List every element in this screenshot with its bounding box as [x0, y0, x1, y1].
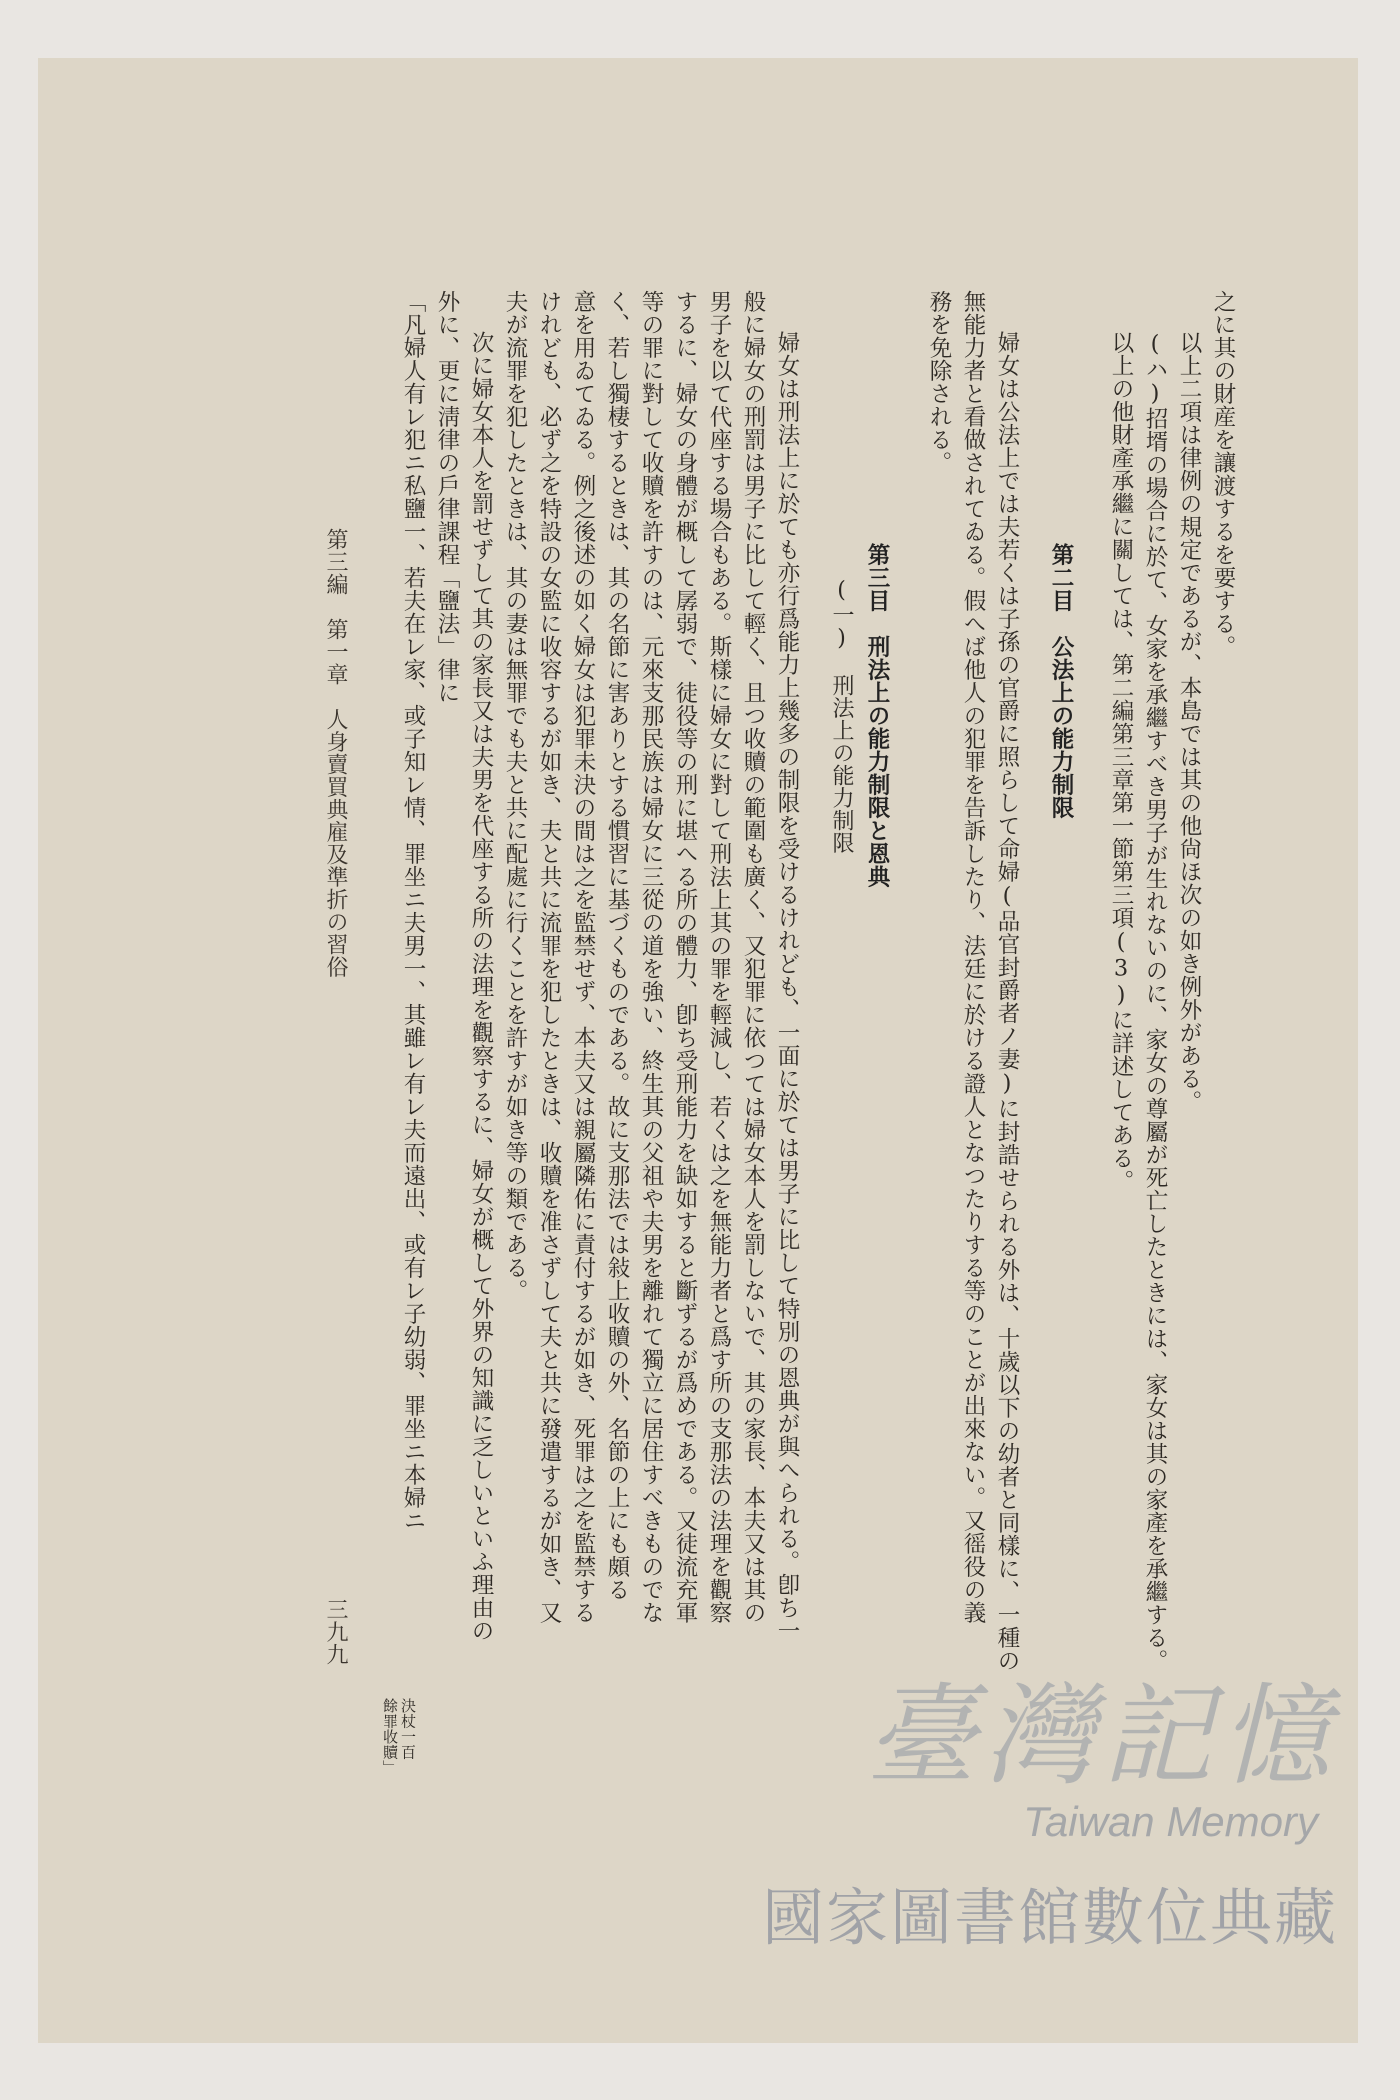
section-heading-criminal-law: 第三目 刑法上の能力制限と恩典 — [864, 543, 890, 888]
text-line-17: 意を用ゐてゐる。例之後述の如く婦女は犯罪未決の間は之を監禁せず、本夫又は親屬隣佑に責付するが如き、死罪は之を監禁する — [570, 290, 596, 1624]
text-line-16: く、若し獨棲するときは、其の名節に害ありとする慣習に基づくものである。故に支那法では敍上收贖の外、名節の上にも頗る — [604, 290, 630, 1601]
watermark-title: 臺灣記憶 — [866, 1672, 1338, 1800]
text-line-14: するに、婦女の身體が概して孱弱で、徒役等の刑に堪へる所の體力、卽ち受刑能力を缺如すると斷ずるが爲めである。又徒流充軍 — [672, 290, 698, 1624]
text-line-22: 「凡婦人有レ犯ニ私鹽一、若夫在レ家、或子知レ情、罪坐ニ夫男一、其雖レ有レ夫而遠出、或有レ子幼弱、罪坐ニ本婦ニ — [400, 290, 426, 1532]
document-page — [38, 58, 1358, 2043]
text-line-13: 男子を以て代座する場合もある。斯樣に婦女に對して刑法上其の罪を輕減し、若くは之を無能力者と爲す所の支那法の法理を觀察 — [706, 290, 732, 1624]
text-line-20: 次に婦女本人を罰せずして其の家長又は夫男を代座する所の法理を觀察するに、婦女が概して外界の知識に乏しいといふ理由の — [468, 331, 494, 1642]
text-line-12: 般に婦女の刑罰は男子に比して輕く、且つ收贖の範圍も廣く、又犯罪に依つては婦女本人を罰しないで、其の家長、本夫又は其の — [740, 290, 766, 1624]
subsection-heading: (一) 刑法上の能力制限 — [829, 578, 854, 854]
chapter-footer: 第三編 第一章 人身賣買典雇及準折の習俗 — [323, 528, 348, 978]
section-heading-public-law: 第二目 公法上の能力制限 — [1048, 543, 1074, 819]
text-line-8: 務を免除される。 — [926, 290, 952, 474]
text-line-7: 無能力者と看做されてゐる。假へば他人の犯罪を告訴したり、法廷に於ける證人となつたりする等のことが出來ない。又徭役の義 — [960, 290, 986, 1624]
annotation-note-1: 決杖一百 — [399, 1698, 417, 1760]
text-line-3: (ハ)招壻の場合に於て、女家を承繼すべき男子が生れないのに、家女の尊屬が死亡したときには、家女は其の家產を承繼する。 — [1142, 331, 1168, 1672]
text-line-18: けれども、必ず之を特設の女監に收容するが如き、夫と共に流罪を犯したときは、收贖を准さずして夫と共に發遣するが如き、又 — [536, 290, 562, 1624]
text-line-1: 之に其の財産を讓渡するを要する。 — [1210, 290, 1236, 658]
text-line-4: 以上の他財產承繼に關しては、第二編第三章第一節第三項(3)に詳述してある。 — [1108, 331, 1134, 1193]
text-line-11: 婦女は刑法上に於ても亦行爲能力上幾多の制限を受けるけれども、一面に於ては男子に比して特別の恩典が與へられる。卽ち一 — [774, 331, 800, 1642]
text-line-15: 等の罪に對して收贖を許すのは、元來支那民族は婦女に三從の道を強い、終生其の父祖や夫男を離れて獨立に居住すべきものでな — [638, 290, 664, 1624]
text-line-19: 夫が流罪を犯したときは、其の妻は無罪でも夫と共に配處に行くことを許すが如き等の類である。 — [502, 290, 528, 1302]
watermark-institution: 國家圖書館數位典藏 — [761, 1884, 1338, 1953]
watermark-subtitle: Taiwan Memory — [1023, 1798, 1318, 1845]
annotation-note-2: 餘罪收贖」 — [381, 1698, 399, 1776]
page-number: 三九九 — [323, 1598, 348, 1666]
text-line-6: 婦女は公法上では夫若くは子孫の官爵に照らして命婦(品官封爵者ノ妻)に封誥せられる外は、十歲以下の幼者と同樣に、一種の — [994, 331, 1020, 1672]
text-line-2: 以上二項は律例の規定であるが、本島では其の他尙ほ次の如き例外がある。 — [1176, 331, 1202, 1113]
text-line-21: 外に、更に淸律の戶律課程「鹽法」律に — [434, 290, 460, 704]
watermark — [678, 1648, 1358, 1978]
